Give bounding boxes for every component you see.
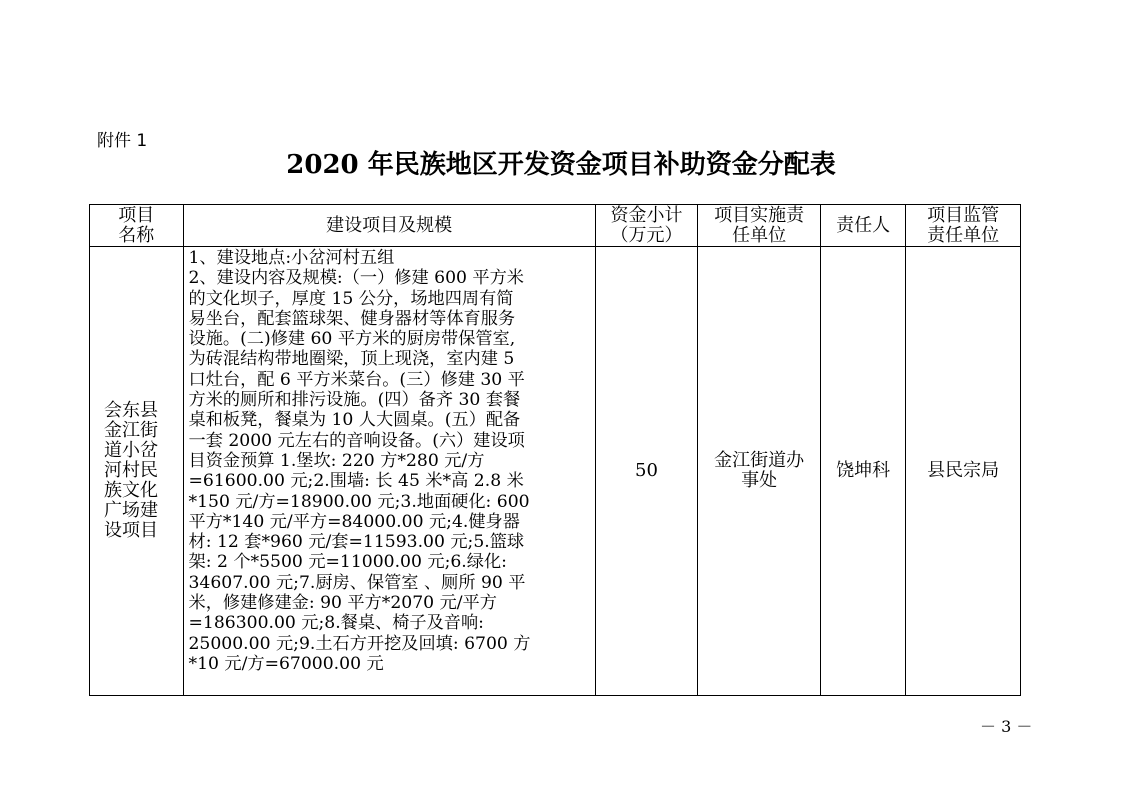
impl-unit-cell: 金江街道办 事处 (698, 247, 821, 696)
content-cell: 1、建设地点:小岔河村五组 2、建设内容及规模:（一）修建 600 平方米 的文化坝子，厚度 15 公分，场地四周有简 易坐台，配套篮球架、健身器材等体育服务 设施。(二)修建 60 平方米的厨房带保管室, 为砖混结构带地圈梁，顶上现浇，室内建 5 口灶台，配 6 平方米菜台。(三）修建 30 平 方米的厕所和排污设施。(四）备齐 30 套餐 桌和板凳，餐桌为 10 人大圆桌。(五）配备 一套 2000 元左右的音响设备。(六）建设项 目资金预算 1.堡坎: 220 方*280 元/方 =61600.00 元;2.围墙: 长 45 米*高 2.8 米 *150 元/方=18900.00 元;3.地面硬化: 600 平方*140 元/平方=84000.00 元;4.健身器 材: 12 套*960 元/套=11593.00 元;5.篮球 架: 2 个*5500 元=11000.00 元;6.绿化: 34607.00 元;7.厨房、保管室 、厕所 90 平 米，修建修建金: 90 平方*2070 元/平方 =186300.00 元;8.餐桌、椅子及音响: 25000.00 元;9.土石方开挖及回填: 6700 方 *10 元/方=67000.00 元 (183, 247, 595, 696)
page-number: － 3 － (980, 717, 1033, 736)
supervisor-cell: 县民宗局 (906, 247, 1021, 696)
table-row (90, 247, 1021, 696)
header-project-name: 项目 名称 (90, 205, 184, 247)
table-header-row (90, 205, 1021, 247)
header-funds: 资金小计 （万元） (595, 205, 698, 247)
person-cell: 饶坤科 (820, 247, 905, 696)
attachment-label: 附件 1 (97, 131, 148, 151)
header-impl-unit: 项目实施责 任单位 (698, 205, 821, 247)
allocation-table (89, 204, 1021, 696)
header-content: 建设项目及规模 (183, 205, 595, 247)
project-name-cell: 会东县 金江街 道小岔 河村民 族文化 广场建 设项目 (90, 247, 184, 696)
funds-cell: 50 (595, 247, 698, 696)
document-title: 2020 年民族地区开发资金项目补助资金分配表 (286, 150, 836, 180)
header-supervisor: 项目监管 责任单位 (906, 205, 1021, 247)
header-person: 责任人 (820, 205, 905, 247)
